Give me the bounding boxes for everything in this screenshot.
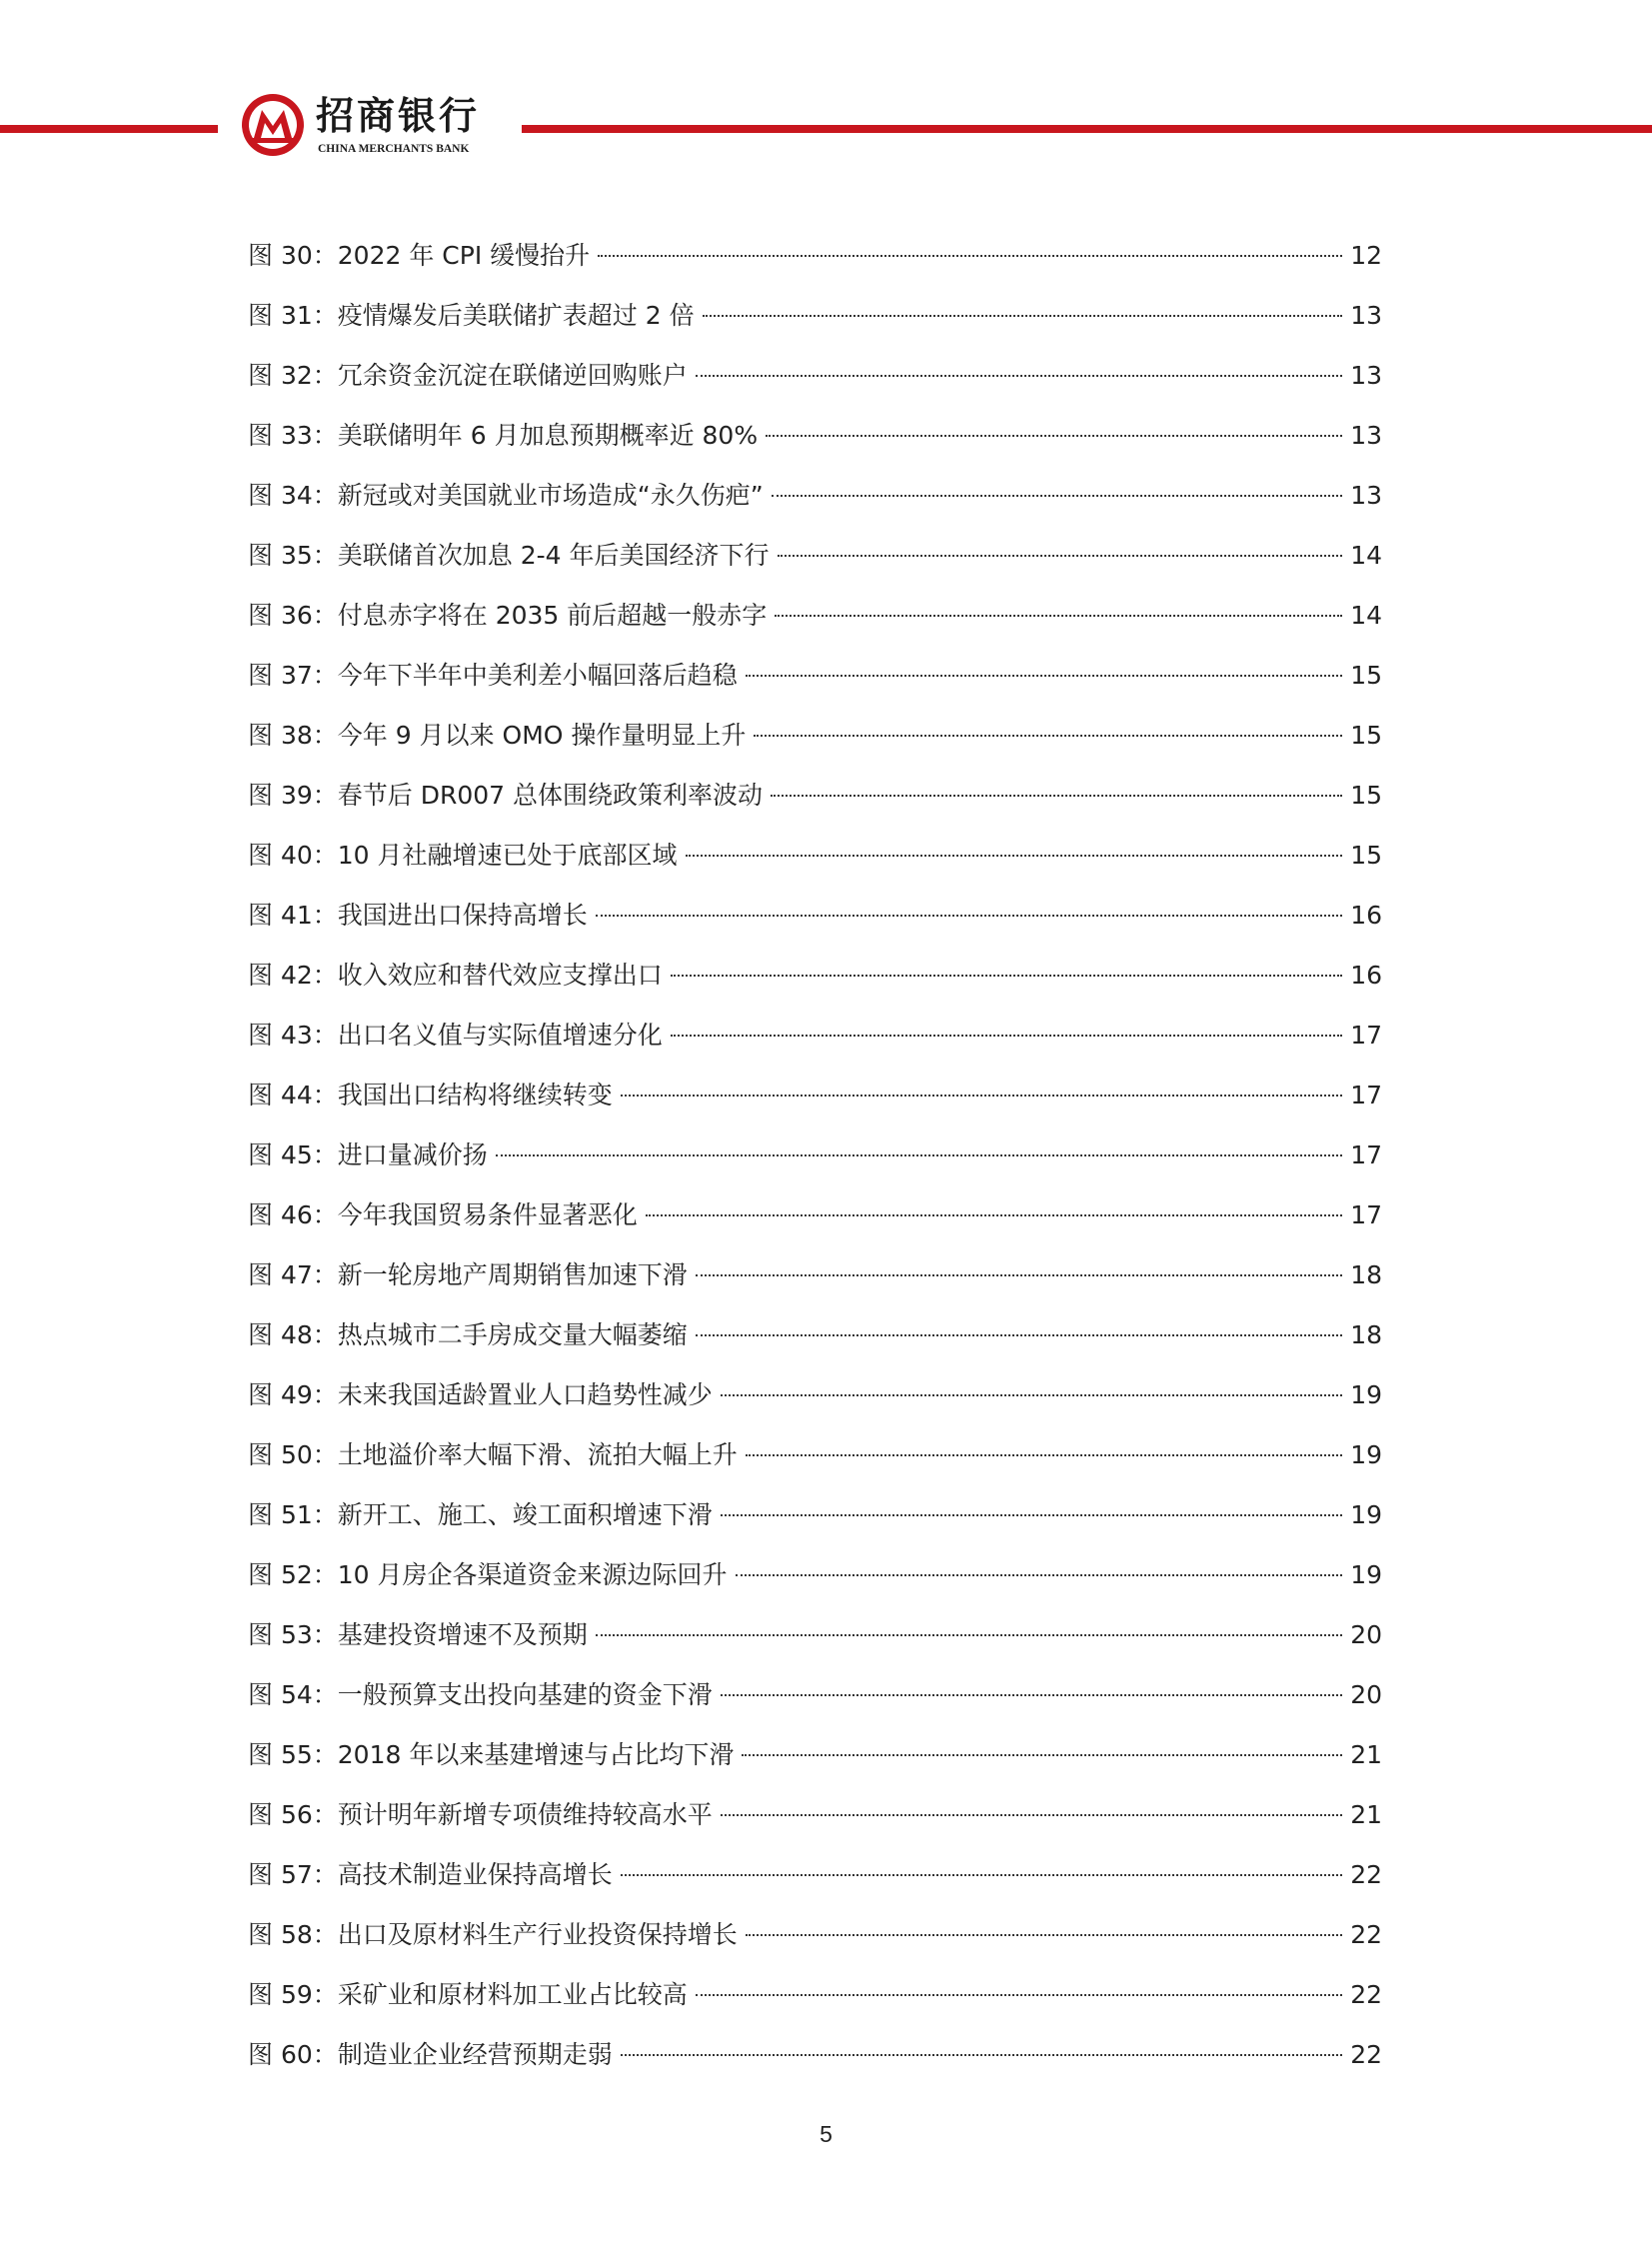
dot-leader (621, 2054, 1342, 2056)
dot-leader (686, 855, 1342, 857)
figure-page-number: 15 (1350, 661, 1382, 690)
dot-leader (696, 1334, 1342, 1336)
dot-leader (598, 255, 1342, 257)
dot-leader (775, 615, 1342, 617)
toc-entry[interactable] (248, 766, 1382, 826)
figure-label: 图 49： (248, 1380, 338, 1409)
figure-title: 未来我国适龄置业人口趋势性减少 (337, 1380, 713, 1409)
figure-title: 今年下半年中美利差小幅回落后趋稳 (337, 661, 738, 690)
figure-page-number: 20 (1350, 1680, 1382, 1709)
dot-leader (778, 555, 1343, 557)
toc-entry[interactable] (248, 1006, 1382, 1066)
figure-title: 高技术制造业保持高增长 (337, 1860, 613, 1889)
dot-leader (696, 375, 1342, 377)
toc-entry[interactable] (248, 286, 1382, 346)
figure-title: 春节后 DR007 总体围绕政策利率波动 (337, 781, 763, 810)
figure-label: 图 42： (248, 961, 338, 990)
figure-label: 图 36： (248, 601, 338, 630)
figure-title: 基建投资增速不及预期 (337, 1620, 588, 1649)
figure-label: 图 45： (248, 1140, 338, 1169)
figure-title: 美联储首次加息 2-4 年后美国经济下行 (337, 541, 770, 570)
dot-leader (772, 495, 1342, 497)
toc-entry[interactable] (248, 526, 1382, 586)
figure-label: 图 43： (248, 1021, 338, 1050)
dot-leader (671, 975, 1342, 977)
header-rule-right (522, 125, 1652, 133)
figure-title: 土地溢价率大幅下滑、流拍大幅上升 (337, 1440, 738, 1469)
figure-title: 一般预算支出投向基建的资金下滑 (337, 1680, 713, 1709)
dot-leader (766, 435, 1342, 437)
figure-title: 疫情爆发后美联储扩表超过 2 倍 (337, 301, 695, 330)
figure-title: 新开工、施工、竣工面积增速下滑 (337, 1500, 713, 1529)
toc-entry[interactable] (248, 1605, 1382, 1665)
figure-label: 图 40： (248, 841, 338, 870)
dot-leader (696, 1994, 1342, 1996)
toc-entry[interactable] (248, 1185, 1382, 1245)
toc-entry[interactable] (248, 1545, 1382, 1605)
figure-title: 新冠或对美国就业市场造成“永久伤疤” (337, 481, 764, 510)
figure-label: 图 32： (248, 361, 338, 390)
figure-label: 图 52： (248, 1560, 338, 1589)
figure-page-number: 13 (1350, 481, 1382, 510)
figure-title: 进口量减价扬 (337, 1140, 488, 1169)
dot-leader (746, 675, 1342, 677)
figure-page-number: 13 (1350, 421, 1382, 450)
figure-label: 图 50： (248, 1440, 338, 1469)
dot-leader (746, 1934, 1342, 1936)
dot-leader (736, 1574, 1342, 1576)
figure-label: 图 37： (248, 661, 338, 690)
figure-page-number: 19 (1350, 1500, 1382, 1529)
figure-label: 图 41： (248, 901, 338, 930)
toc-entry[interactable] (248, 1485, 1382, 1545)
figure-label: 图 46： (248, 1200, 338, 1229)
toc-entry[interactable] (248, 1066, 1382, 1125)
figure-title: 今年 9 月以来 OMO 操作量明显上升 (337, 721, 747, 750)
figure-label: 图 34： (248, 481, 338, 510)
figure-page-number: 17 (1350, 1081, 1382, 1110)
dot-leader (646, 1214, 1342, 1216)
figure-page-number: 14 (1350, 541, 1382, 570)
dot-leader (721, 1814, 1342, 1816)
figure-page-number: 13 (1350, 361, 1382, 390)
figure-page-number: 17 (1350, 1200, 1382, 1229)
figure-label: 图 56： (248, 1800, 338, 1829)
figure-label: 图 30： (248, 241, 338, 270)
figure-title: 2022 年 CPI 缓慢抬升 (337, 241, 591, 270)
toc-entry[interactable] (248, 1785, 1382, 1845)
figure-page-number: 22 (1350, 1980, 1382, 2009)
figure-title: 付息赤字将在 2035 前后超越一般赤字 (337, 601, 768, 630)
dot-leader (696, 1274, 1342, 1276)
toc-entry[interactable] (248, 1125, 1382, 1185)
figure-page-number: 14 (1350, 601, 1382, 630)
figure-page-number: 15 (1350, 721, 1382, 750)
figure-page-number: 19 (1350, 1380, 1382, 1409)
figure-label: 图 38： (248, 721, 338, 750)
figure-page-number: 22 (1350, 1920, 1382, 1949)
toc-entry[interactable] (248, 646, 1382, 706)
figure-title: 2018 年以来基建增速与占比均下滑 (337, 1740, 735, 1769)
header-rule-left (0, 125, 218, 133)
figure-label: 图 53： (248, 1620, 338, 1649)
figure-page-number: 16 (1350, 901, 1382, 930)
toc-entry[interactable] (248, 826, 1382, 886)
dot-leader (742, 1754, 1342, 1756)
figure-page-number: 16 (1350, 961, 1382, 990)
figure-title: 冗余资金沉淀在联储逆回购账户 (337, 361, 688, 390)
dot-leader (703, 315, 1342, 317)
figure-page-number: 19 (1350, 1440, 1382, 1469)
dot-leader (596, 915, 1342, 917)
figure-label: 图 47： (248, 1260, 338, 1289)
toc-entry[interactable] (248, 406, 1382, 466)
figure-label: 图 59： (248, 1980, 338, 2009)
figure-page-number: 17 (1350, 1021, 1382, 1050)
figure-index-list (248, 226, 1382, 2085)
figure-label: 图 33： (248, 421, 338, 450)
figure-page-number: 17 (1350, 1140, 1382, 1169)
figure-page-number: 20 (1350, 1620, 1382, 1649)
figure-page-number: 19 (1350, 1560, 1382, 1589)
toc-entry[interactable] (248, 886, 1382, 946)
toc-entry[interactable] (248, 586, 1382, 646)
toc-entry[interactable] (248, 346, 1382, 406)
toc-entry[interactable] (248, 1965, 1382, 2025)
dot-leader (771, 795, 1342, 797)
toc-entry[interactable] (248, 226, 1382, 286)
figure-title: 采矿业和原材料加工业占比较高 (337, 1980, 688, 2009)
figure-page-number: 18 (1350, 1320, 1382, 1349)
toc-entry[interactable] (248, 466, 1382, 526)
figure-page-number: 21 (1350, 1740, 1382, 1769)
toc-entry[interactable] (248, 2025, 1382, 2085)
toc-entry[interactable] (248, 1665, 1382, 1725)
figure-label: 图 44： (248, 1081, 338, 1110)
toc-entry[interactable] (248, 1845, 1382, 1905)
figure-title: 收入效应和替代效应支撑出口 (337, 961, 663, 990)
figure-title: 出口名义值与实际值增速分化 (337, 1021, 663, 1050)
toc-entry[interactable] (248, 1245, 1382, 1305)
figure-page-number: 13 (1350, 301, 1382, 330)
figure-label: 图 60： (248, 2040, 338, 2069)
figure-title: 制造业企业经营预期走弱 (337, 2040, 613, 2069)
figure-label: 图 31： (248, 301, 338, 330)
logo-chinese-name: 招商银行 (316, 93, 481, 138)
toc-entry[interactable] (248, 1725, 1382, 1785)
dot-leader (721, 1694, 1342, 1696)
figure-page-number: 22 (1350, 1860, 1382, 1889)
toc-entry[interactable] (248, 1425, 1382, 1485)
figure-title: 热点城市二手房成交量大幅萎缩 (337, 1320, 688, 1349)
dot-leader (621, 1095, 1342, 1097)
dot-leader (754, 735, 1342, 737)
figure-label: 图 35： (248, 541, 338, 570)
toc-entry[interactable] (248, 946, 1382, 1006)
figure-label: 图 39： (248, 781, 338, 810)
figure-page-number: 22 (1350, 2040, 1382, 2069)
dot-leader (596, 1634, 1342, 1636)
dot-leader (496, 1154, 1342, 1156)
dot-leader (746, 1454, 1342, 1456)
bank-logo (240, 92, 520, 164)
figure-title: 我国进出口保持高增长 (337, 901, 588, 930)
figure-title: 我国出口结构将继续转变 (337, 1081, 613, 1110)
toc-entry[interactable] (248, 706, 1382, 766)
figure-title: 10 月房企各渠道资金来源边际回升 (337, 1560, 728, 1589)
figure-title: 今年我国贸易条件显著恶化 (337, 1200, 638, 1229)
dot-leader (721, 1394, 1342, 1396)
figure-label: 图 54： (248, 1680, 338, 1709)
figure-page-number: 15 (1350, 781, 1382, 810)
logo-english-name: CHINA MERCHANTS BANK (318, 143, 470, 155)
dot-leader (621, 1874, 1342, 1876)
figure-label: 图 51： (248, 1500, 338, 1529)
toc-entry[interactable] (248, 1305, 1382, 1365)
toc-entry[interactable] (248, 1365, 1382, 1425)
figure-page-number: 15 (1350, 841, 1382, 870)
figure-page-number: 12 (1350, 241, 1382, 270)
figure-title: 出口及原材料生产行业投资保持增长 (337, 1920, 738, 1949)
figure-label: 图 48： (248, 1320, 338, 1349)
cmb-logo-icon (240, 92, 306, 158)
figure-title: 10 月社融增速已处于底部区域 (337, 841, 678, 870)
figure-label: 图 58： (248, 1920, 338, 1949)
figure-label: 图 57： (248, 1860, 338, 1889)
figure-title: 美联储明年 6 月加息预期概率近 80% (337, 421, 759, 450)
figure-page-number: 18 (1350, 1260, 1382, 1289)
figure-label: 图 55： (248, 1740, 338, 1769)
page-number: 5 (820, 2121, 832, 2147)
dot-leader (721, 1514, 1342, 1516)
dot-leader (671, 1035, 1342, 1037)
toc-entry[interactable] (248, 1905, 1382, 1965)
figure-title: 新一轮房地产周期销售加速下滑 (337, 1260, 688, 1289)
figure-page-number: 21 (1350, 1800, 1382, 1829)
page-header (0, 80, 1652, 170)
figure-title: 预计明年新增专项债维持较高水平 (337, 1800, 713, 1829)
